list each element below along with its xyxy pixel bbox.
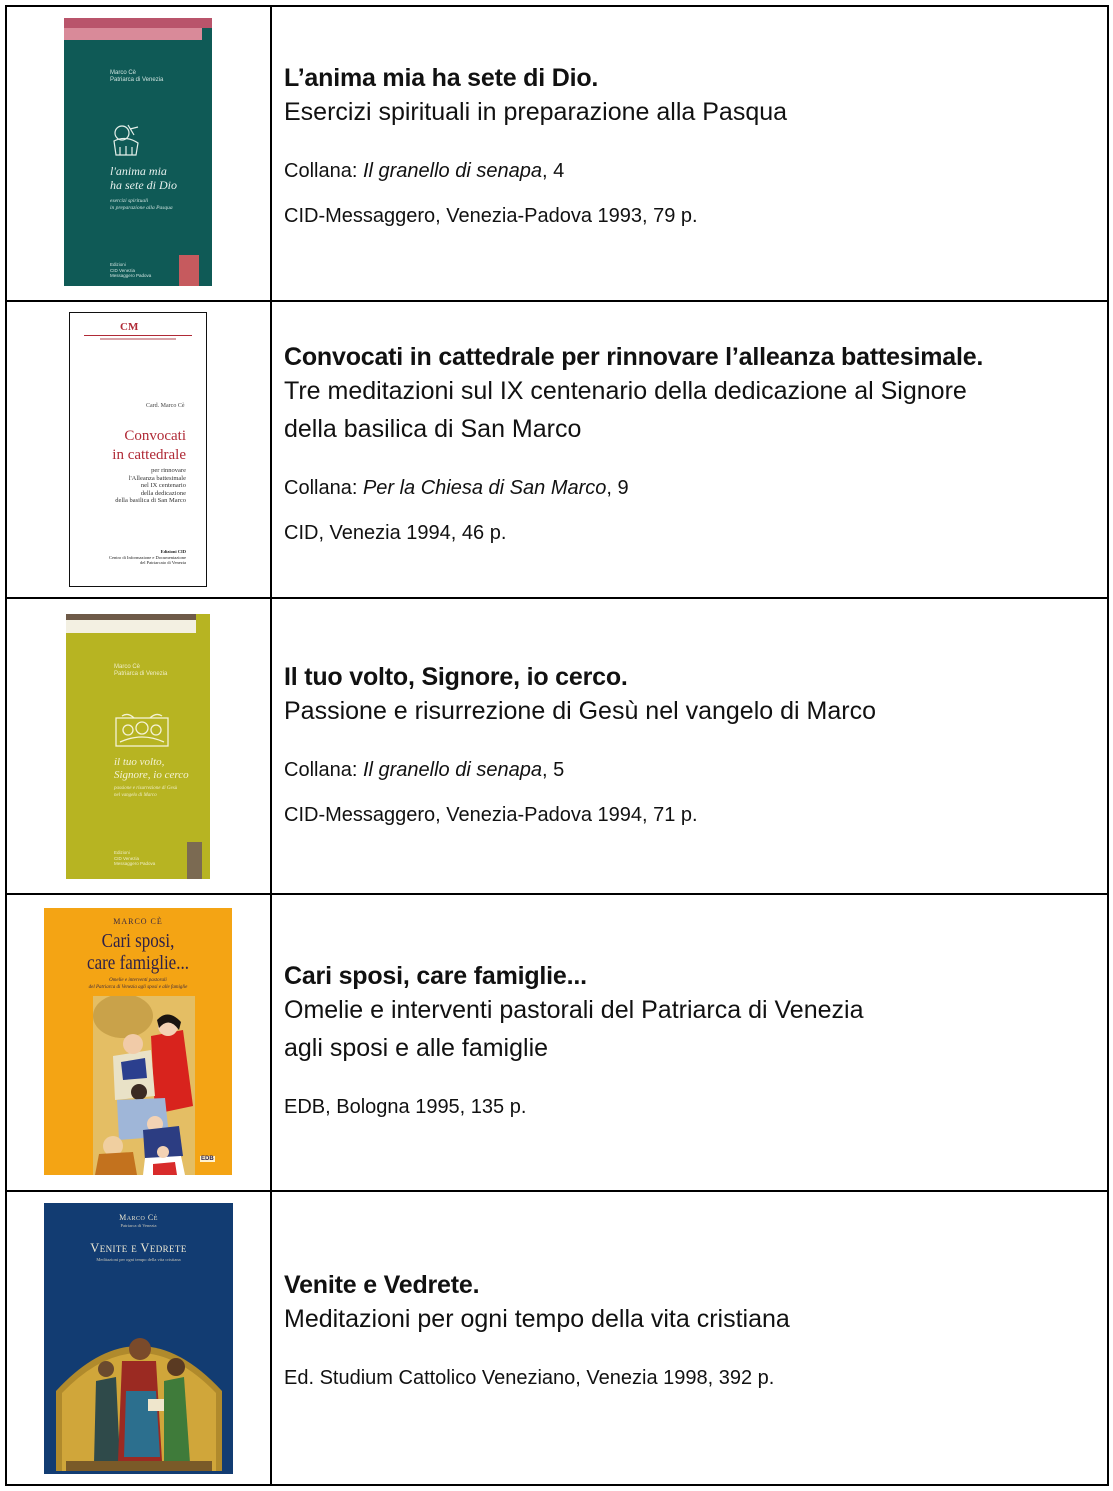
cover-title-line2: Signore, io cerco: [114, 769, 189, 781]
cover-author-role: Patriarca di Venezia: [120, 1223, 157, 1228]
cover-subtitle: Meditazioni per ogni tempo della vita cristiana: [96, 1257, 181, 1262]
cover-cell: [7, 1192, 272, 1484]
cover-publisher-line3: del Patriarcato di Venezia: [139, 560, 186, 565]
book-title: Convocati in cattedrale per rinnovare l’alleanza battesimale.: [284, 343, 984, 371]
book-subtitle-line2: della basilica di San Marco: [284, 415, 582, 443]
cover-subtitle: passione e risurrezione di Gesù: [114, 786, 178, 791]
cover-title: Venite e Vedrete: [90, 1241, 187, 1255]
cover-author: Marco Cè: [114, 664, 141, 670]
book-cover-image: [44, 1203, 233, 1474]
series-label: Collana:: [284, 477, 363, 499]
book-title: Il tuo volto, Signore, io cerco.: [284, 663, 628, 691]
book-subtitle: Esercizi spirituali in preparazione alla Pasqua: [284, 98, 788, 126]
book-table: [5, 5, 1109, 1486]
cover-title-line2: ha sete di Dio: [110, 178, 177, 192]
series-label: Collana:: [284, 759, 363, 781]
cover-title-line2: care famiglie...: [87, 952, 189, 974]
book-title: Venite e Vedrete.: [284, 1271, 480, 1299]
cover-author: MARCO CÈ: [113, 917, 163, 926]
series-name: Il granello di senapa: [362, 759, 542, 781]
cover-publisher: Edizioni: [114, 850, 130, 855]
cover-subtitle-line2: nel vangelo di Marco: [114, 792, 157, 798]
book-subtitle: Passione e risurrezione di Gesù nel vangelo di Marco: [284, 697, 876, 725]
book-cover-image: [44, 908, 232, 1175]
series-label: Collana:: [284, 160, 363, 182]
cover-publisher: Edizioni: [110, 262, 126, 267]
book-subtitle: Omelie e interventi pastorali del Patriarca di Venezia: [284, 996, 864, 1024]
book-publication: CID-Messaggero, Venezia-Padova 1993, 79 p.: [284, 205, 698, 227]
family-illustration: [93, 996, 195, 1175]
book-row: [7, 7, 1107, 302]
book-series: [284, 756, 876, 784]
cover-title-line2: in cattedrale: [112, 447, 186, 463]
book-publication: EDB, Bologna 1995, 135 p.: [284, 1096, 527, 1118]
cover-title: Convocati: [124, 428, 186, 444]
cover-subtitle-line2: l'Alleanza battesimale: [128, 474, 186, 482]
book-row: [7, 302, 1107, 599]
cover-publisher-line2: CID Venezia: [110, 267, 136, 273]
book-publication: CID, Venezia 1994, 46 p.: [284, 522, 507, 544]
book-row: [7, 895, 1107, 1192]
cover-author: Marco Cè: [110, 70, 137, 76]
cover-subtitle: Omelie e interventi pastorali: [109, 978, 167, 983]
cover-publisher-line3: Messaggero Padova: [110, 273, 152, 278]
book-row: [7, 599, 1107, 895]
details-cell: [272, 302, 1107, 597]
cover-author: Marco Cè: [119, 1213, 158, 1222]
book-publication: CID-Messaggero, Venezia-Padova 1994, 71 p.: [284, 804, 698, 826]
book-title: Cari sposi, care famiglie...: [284, 962, 587, 990]
details-cell: [272, 895, 1107, 1190]
cover-title: Cari sposi,: [101, 930, 175, 952]
mosaic-illustration: [56, 1311, 222, 1471]
cover-cell: [7, 895, 272, 1190]
cover-publisher: Edizioni CID: [160, 549, 186, 554]
cover-author-role: Patriarca di Venezia: [114, 671, 168, 677]
book-cover-image: [64, 18, 212, 286]
book-cover-image: [69, 312, 207, 587]
book-subtitle-line2: agli sposi e alle famiglie: [284, 1034, 549, 1062]
publisher-logo: EDB: [201, 1156, 214, 1162]
book-cover-image: [66, 614, 210, 879]
cover-publisher-line2: Centro di Informazione e Documentazione: [109, 554, 186, 560]
book-publication: Ed. Studium Cattolico Veneziano, Venezia 1998, 392 p.: [284, 1367, 775, 1389]
cover-cell: [7, 7, 272, 300]
cover-author-role: Patriarca di Venezia: [110, 77, 164, 83]
cover-publisher-line2: CID Venezia: [114, 855, 140, 861]
series-name: Il granello di senapa: [362, 160, 542, 182]
emblem-icon: [108, 121, 144, 159]
details-cell: [272, 1192, 1107, 1484]
cover-subtitle: esercizi spirituali: [110, 198, 149, 204]
cover-subtitle-line4: della dedicazione: [140, 489, 186, 497]
book-title: L’anima mia ha sete di Dio.: [284, 64, 599, 92]
cover-subtitle-line5: della basilica di San Marco: [115, 497, 186, 504]
cover-title: l'anima mia: [110, 164, 167, 178]
series-number: , 9: [606, 477, 629, 499]
cover-title: il tuo volto,: [114, 756, 165, 768]
emblem-icon: [114, 712, 170, 748]
cover-subtitle-line3: nel IX centenario: [140, 482, 186, 489]
cover-subtitle-line2: del Patriarca di Venezia agli sposi e alle famiglie: [88, 984, 188, 990]
book-subtitle: Tre meditazioni sul IX centenario della dedicazione al Signore: [284, 377, 967, 405]
cover-cell: [7, 302, 272, 597]
book-subtitle: Meditazioni per ogni tempo della vita cristiana: [284, 1305, 790, 1333]
series-number: , 4: [541, 160, 565, 182]
book-series: [284, 474, 983, 502]
series-number: , 5: [541, 759, 565, 781]
cover-subtitle-line2: in preparazione alla Pasqua: [110, 205, 173, 211]
cover-author: Card. Marco Cè: [146, 403, 185, 409]
series-name: Per la Chiesa di San Marco: [362, 477, 607, 499]
cover-logo: CM: [120, 321, 139, 333]
cover-subtitle: per rinnovare: [151, 467, 186, 474]
details-cell: [272, 7, 1107, 300]
book-series: [284, 157, 787, 185]
book-row: [7, 1192, 1107, 1484]
cover-cell: [7, 599, 272, 893]
cover-publisher-line3: Messaggero Padova: [114, 861, 156, 866]
details-cell: [272, 599, 1107, 893]
